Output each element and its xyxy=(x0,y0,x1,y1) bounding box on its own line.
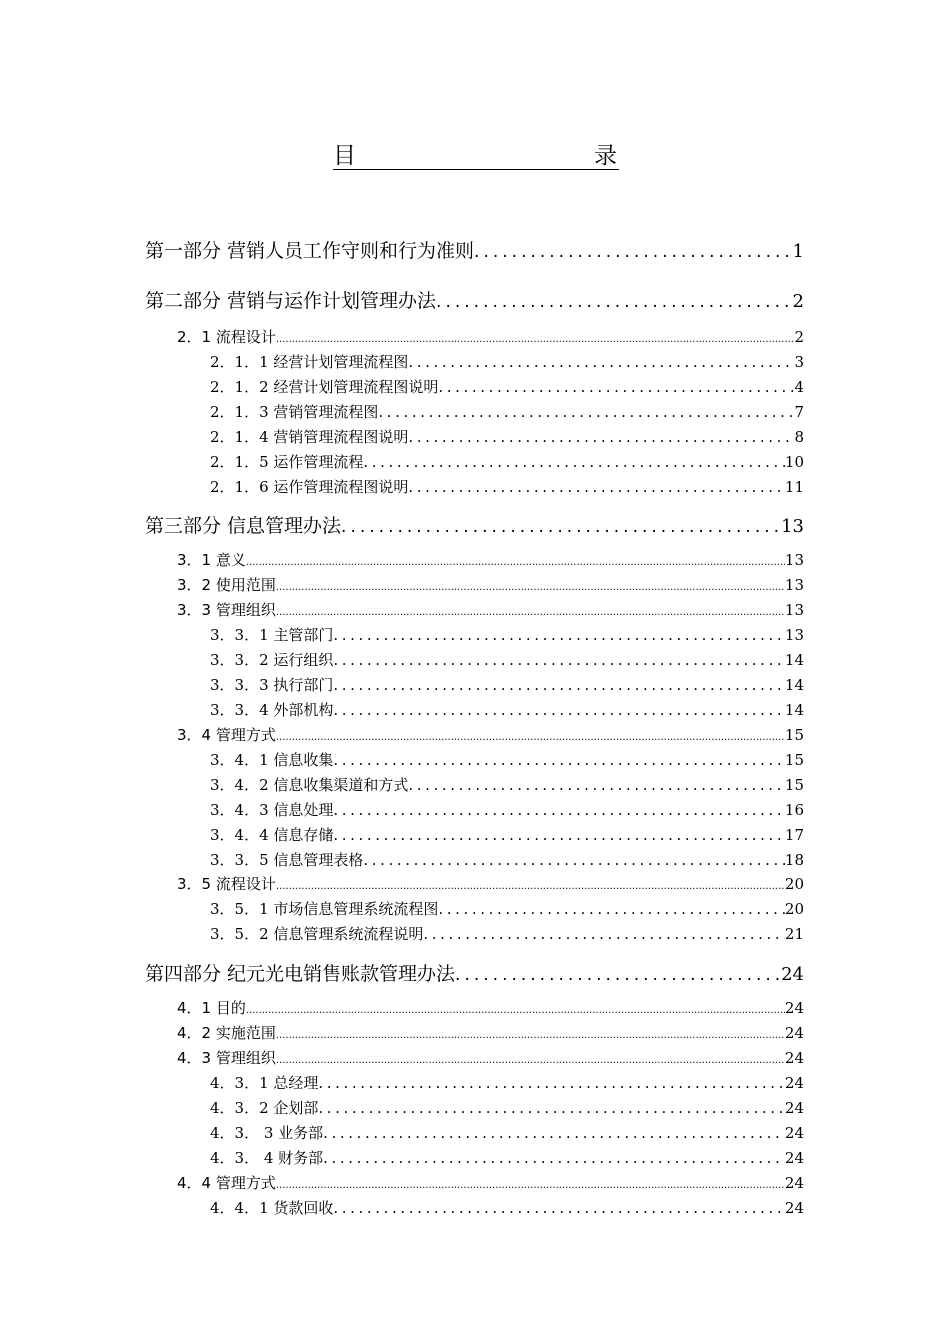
toc-leader-dots xyxy=(378,403,794,421)
toc-entry-label: 2．1．5 运作管理流程 xyxy=(210,453,364,471)
toc-entry[interactable] xyxy=(210,774,804,796)
toc-entry-page: 24 xyxy=(784,1099,804,1117)
toc-entry-page: 13 xyxy=(784,551,804,569)
toc-entry[interactable] xyxy=(210,1122,804,1144)
toc-entry-label: 3．1 意义 xyxy=(177,551,246,569)
toc-entry[interactable] xyxy=(210,1147,804,1169)
toc-entry-page: 1 xyxy=(792,241,804,262)
toc-entry-label: 3．4 管理方式 xyxy=(177,726,276,744)
toc-entry-page: 7 xyxy=(794,403,804,421)
toc-title-char-2: 录 xyxy=(594,143,617,169)
toc-entry-label: 第四部分 纪元光电销售账款管理办法 xyxy=(145,963,456,985)
toc-entry[interactable] xyxy=(210,799,804,821)
toc-entry[interactable] xyxy=(210,923,804,945)
toc-entry-label: 第三部分 信息管理办法 xyxy=(145,515,342,537)
toc-entry-page: 24 xyxy=(784,1149,804,1167)
toc-entry[interactable] xyxy=(210,351,804,373)
toc-leader-dots xyxy=(341,517,781,537)
toc-leader-dots xyxy=(408,353,794,371)
toc-leader-dots xyxy=(408,478,785,496)
toc-entry[interactable] xyxy=(177,1022,804,1044)
toc-leader-dots xyxy=(246,1005,785,1016)
toc-leader-dots xyxy=(455,965,781,985)
toc-entry-label: 2．1．4 营销管理流程图说明 xyxy=(210,428,409,446)
toc-leader-dots xyxy=(333,1199,785,1217)
toc-entry[interactable] xyxy=(210,476,804,498)
toc-entry[interactable] xyxy=(210,426,804,448)
toc-entry-page: 20 xyxy=(784,900,804,918)
toc-entry[interactable] xyxy=(177,1047,804,1069)
toc-entry-label: 3．3．5 信息管理表格 xyxy=(210,851,364,869)
toc-leader-dots xyxy=(408,776,785,794)
toc-entry-label: 4．3． 4 财务部 xyxy=(210,1149,324,1167)
toc-entry[interactable] xyxy=(177,549,804,571)
toc-entry[interactable] xyxy=(210,624,804,646)
toc-title xyxy=(333,135,619,170)
toc-entry-label: 2．1．2 经营计划管理流程图说明 xyxy=(210,378,439,396)
toc-entry[interactable] xyxy=(177,997,804,1019)
toc-leader-dots xyxy=(408,428,794,446)
toc-entry-page: 13 xyxy=(784,601,804,619)
toc-entry[interactable] xyxy=(145,959,804,987)
toc-leader-dots xyxy=(438,900,785,918)
toc-leader-dots xyxy=(333,801,785,819)
toc-entry-label: 3．2 使用范围 xyxy=(177,576,276,594)
toc-entry-page: 18 xyxy=(784,851,804,869)
toc-entry-label: 3．3．3 执行部门 xyxy=(210,676,334,694)
toc-entry-label: 4．4 管理方式 xyxy=(177,1174,276,1192)
toc-entry-label: 4．3 管理组织 xyxy=(177,1049,276,1067)
toc-entry-page: 13 xyxy=(784,576,804,594)
toc-entry[interactable] xyxy=(210,749,804,771)
toc-entry-label: 2．1．6 运作管理流程图说明 xyxy=(210,478,409,496)
toc-entry-label: 4．4．1 货款回收 xyxy=(210,1199,334,1217)
toc-entry-page: 24 xyxy=(781,964,804,985)
toc-entry-label: 3．4．4 信息存储 xyxy=(210,826,334,844)
toc-entry[interactable] xyxy=(210,451,804,473)
toc-entry[interactable] xyxy=(177,873,804,895)
toc-leader-dots xyxy=(318,1099,785,1117)
toc-entry[interactable] xyxy=(177,1172,804,1194)
toc-entry-page: 21 xyxy=(784,925,804,943)
toc-entry[interactable] xyxy=(210,824,804,846)
toc-entry-page: 24 xyxy=(784,1049,804,1067)
toc-entry[interactable] xyxy=(177,574,804,596)
toc-entry-page: 24 xyxy=(784,1074,804,1092)
toc-entry[interactable] xyxy=(210,849,804,871)
toc-entry-page: 15 xyxy=(784,751,804,769)
toc-leader-dots xyxy=(438,378,794,396)
toc-entry-page: 24 xyxy=(784,1199,804,1217)
toc-leader-dots xyxy=(246,557,785,568)
toc-leader-dots xyxy=(474,242,793,262)
toc-entry-page: 10 xyxy=(784,453,804,471)
toc-entry[interactable] xyxy=(210,649,804,671)
toc-entry-label: 4．1 目的 xyxy=(177,999,246,1017)
toc-entry-page: 15 xyxy=(784,726,804,744)
toc-entry-page: 15 xyxy=(784,776,804,794)
toc-entry-page: 14 xyxy=(784,676,804,694)
toc-leader-dots xyxy=(363,851,785,869)
toc-leader-dots xyxy=(436,292,793,312)
toc-leader-dots xyxy=(276,881,785,892)
toc-leader-dots xyxy=(323,1149,785,1167)
toc-entry[interactable] xyxy=(210,898,804,920)
toc-entry-label: 3．3．4 外部机构 xyxy=(210,701,334,719)
toc-entry-label: 3．5 流程设计 xyxy=(177,875,276,893)
toc-entry[interactable] xyxy=(145,511,804,539)
toc-leader-dots xyxy=(276,607,785,618)
toc-entry-page: 24 xyxy=(784,1124,804,1142)
toc-entry[interactable] xyxy=(210,674,804,696)
toc-leader-dots xyxy=(333,701,785,719)
toc-entry-label: 3．4．1 信息收集 xyxy=(210,751,334,769)
toc-entry[interactable] xyxy=(177,724,804,746)
toc-entry-label: 2．1．3 营销管理流程图 xyxy=(210,403,379,421)
toc-entry-page: 4 xyxy=(794,378,804,396)
toc-leader-dots xyxy=(333,676,785,694)
toc-entry[interactable] xyxy=(145,286,804,314)
toc-entry-page: 8 xyxy=(794,428,804,446)
toc-leader-dots xyxy=(333,626,785,644)
toc-entry-label: 4．2 实施范围 xyxy=(177,1024,276,1042)
toc-entry-page: 14 xyxy=(784,701,804,719)
toc-entry-page: 17 xyxy=(784,826,804,844)
toc-entry-page: 24 xyxy=(784,1174,804,1192)
toc-leader-dots xyxy=(276,582,785,593)
toc-leader-dots xyxy=(318,1074,785,1092)
toc-entry-page: 24 xyxy=(784,1024,804,1042)
toc-entry-label: 第二部分 营销与运作计划管理办法 xyxy=(145,290,437,312)
toc-entry-label: 3．3 管理组织 xyxy=(177,601,276,619)
toc-entry-page: 13 xyxy=(781,516,804,537)
toc-leader-dots xyxy=(276,1055,785,1066)
toc-entry-label: 3．5．1 市场信息管理系统流程图 xyxy=(210,900,439,918)
toc-title-char-1: 目 xyxy=(333,143,356,169)
toc-entry[interactable] xyxy=(210,1072,804,1094)
toc-entry-label: 3．5．2 信息管理系统流程说明 xyxy=(210,925,424,943)
toc-entry-page: 20 xyxy=(784,875,804,893)
toc-entry-page: 2 xyxy=(794,328,804,346)
toc-leader-dots xyxy=(276,1180,785,1191)
toc-entry[interactable] xyxy=(210,1197,804,1219)
toc-entry-label: 第一部分 营销人员工作守则和行为准则 xyxy=(145,240,475,262)
toc-entry-label: 4．3．1 总经理 xyxy=(210,1074,319,1092)
toc-leader-dots xyxy=(423,925,785,943)
toc-entry-page: 16 xyxy=(784,801,804,819)
toc-leader-dots xyxy=(276,334,795,345)
toc-entry-label: 2．1．1 经营计划管理流程图 xyxy=(210,353,409,371)
toc-entry[interactable] xyxy=(210,376,804,398)
toc-entry-page: 14 xyxy=(784,651,804,669)
toc-entry-label: 3．4．3 信息处理 xyxy=(210,801,334,819)
toc-entry-page: 11 xyxy=(784,478,804,496)
toc-leader-dots xyxy=(333,651,785,669)
toc-entry[interactable] xyxy=(145,236,804,264)
toc-leader-dots xyxy=(276,732,785,743)
toc-leader-dots xyxy=(276,1030,785,1041)
toc-leader-dots xyxy=(323,1124,785,1142)
toc-leader-dots xyxy=(333,751,785,769)
toc-entry-page: 24 xyxy=(784,999,804,1017)
toc-entry[interactable] xyxy=(210,401,804,423)
toc-entry-page: 2 xyxy=(792,291,804,312)
toc-leader-dots xyxy=(363,453,785,471)
toc-entry[interactable] xyxy=(177,599,804,621)
toc-entry-label: 4．3．2 企划部 xyxy=(210,1099,319,1117)
toc-entry-label: 4．3． 3 业务部 xyxy=(210,1124,324,1142)
toc-entry[interactable] xyxy=(177,326,804,348)
toc-entry-label: 3．4．2 信息收集渠道和方式 xyxy=(210,776,409,794)
toc-entry[interactable] xyxy=(210,1097,804,1119)
toc-entry-label: 3．3．2 运行组织 xyxy=(210,651,334,669)
toc-leader-dots xyxy=(333,826,785,844)
toc-entry[interactable] xyxy=(210,699,804,721)
toc-entry-label: 2．1 流程设计 xyxy=(177,328,276,346)
toc-entry-page: 3 xyxy=(794,353,804,371)
toc-entry-page: 13 xyxy=(784,626,804,644)
toc-entry-label: 3．3．1 主管部门 xyxy=(210,626,334,644)
